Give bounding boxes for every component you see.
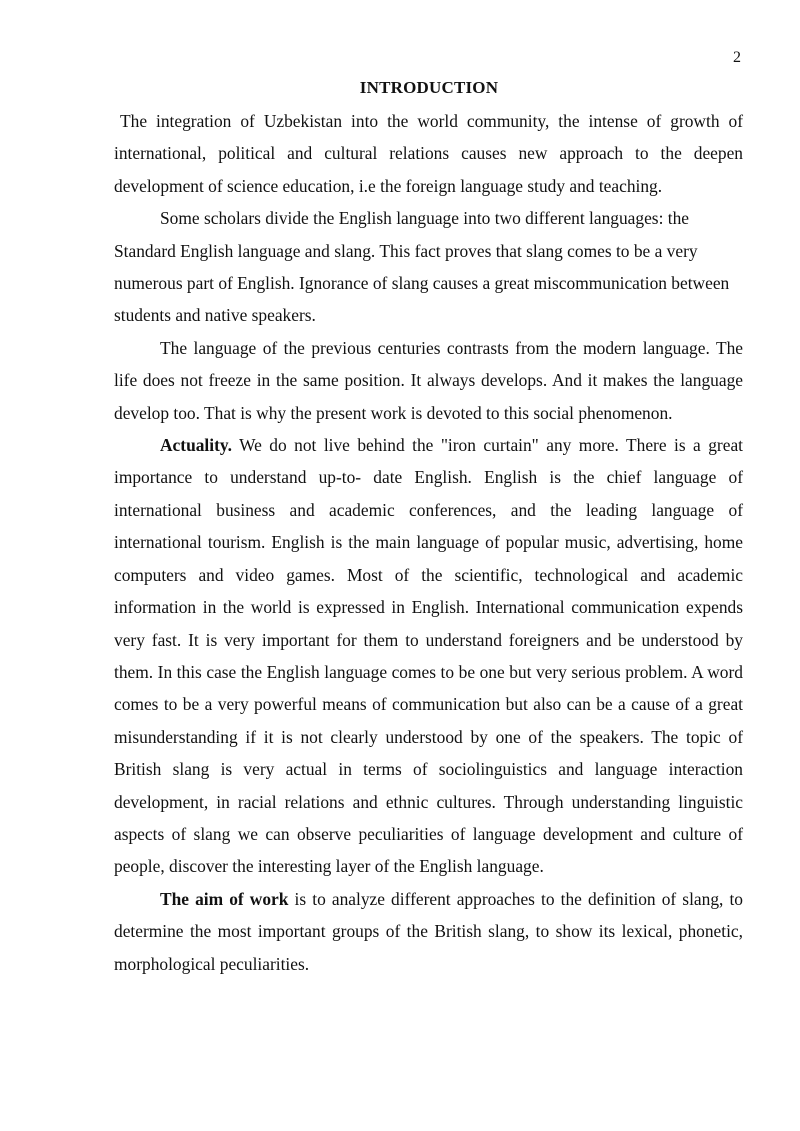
paragraph-scholars [114, 202, 743, 332]
paragraph-text: The language of the previous centuries contrasts from the modern language. The life does not freeze in the same position. It always develops. And it makes the language develop too. That is why the present work is devoted to this social phenomenon. [114, 337, 743, 423]
paragraph-text: We do not live behind the "iron curtain" any more. There is a great importance to understand up-to- date English. English is the chief language of international business and academic conferences, and the leading language of international tourism. English is the main language of popular music, advertising, home computers and video games. Most of the scientific, technological and academic information in the world is expressed in English. International communication expends very fast. It is very important for them to understand foreigners and be understood by them. In this case the English language comes to be one but very serious problem. A word comes to be a very powerful means of communication but also can be a cause of a great misunderstanding if it is not clearly understood by one of the speakers. The topic of British slang is very actual in terms of sociolinguistics and language interaction development, in racial relations and ethnic cultures. Through understanding linguistic aspects of slang we can observe peculiarities of language development and culture of people, discover the interesting layer of the English language. [114, 435, 743, 877]
paragraph-lead-actuality: Actuality. [160, 435, 232, 456]
paragraph-aim-of-work [114, 883, 743, 980]
paragraph-previous-centuries [114, 332, 743, 429]
section-heading: INTRODUCTION [359, 78, 499, 97]
paragraph-lead-aim: The aim of work [160, 888, 289, 909]
paragraph-text: is to analyze different approaches to the definition of slang, to determine the most important groups of the British slang, to show its lexical, phonetic, morphological peculiarities. [114, 888, 743, 974]
document-body [114, 105, 743, 980]
paragraph-text: Some scholars divide the English language into two different languages: the Standard English language and slang. This fact proves that slang comes to be a very numerous part of English. Ignorance of slang causes a great miscommunication between students and native speakers. [114, 208, 730, 326]
paragraph-text: The integration of Uzbekistan into the world community, the intense of growth of international, political and cultural relations causes new approach to the deepen development of science education, i.e the foreign language study and teaching. [114, 111, 743, 196]
page-number: 2 [733, 49, 741, 66]
paragraph-actuality [114, 429, 743, 883]
paragraph-integration [114, 105, 743, 202]
